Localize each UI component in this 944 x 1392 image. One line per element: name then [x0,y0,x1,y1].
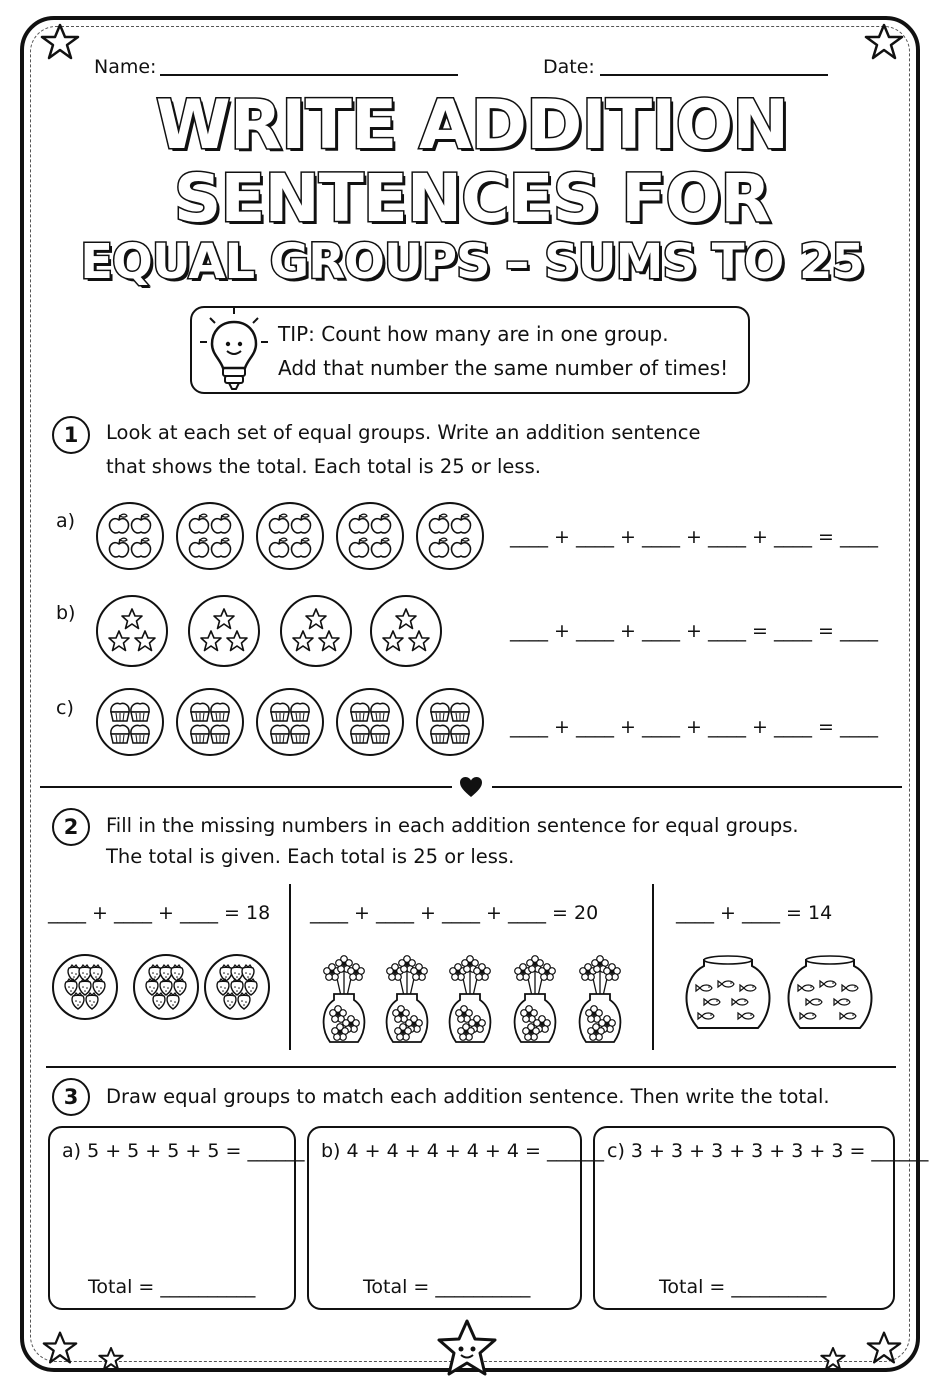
flower-vase-groups [310,952,640,1048]
section-1-instruction-line-2: that shows the total. Each total is 25 or less. [106,455,541,478]
star-icon [40,22,80,62]
column-divider [289,884,291,1050]
part-c-equation[interactable]: ____ + ____ = 14 [676,902,833,924]
row-label: a) [56,510,76,532]
apple-groups [92,500,488,572]
divider [492,786,902,788]
cupcake-groups [92,686,488,758]
divider [46,1066,896,1068]
star-icon [98,1346,124,1372]
star-icon [866,1330,902,1366]
star-icon [42,1330,78,1366]
box-b-total[interactable]: Total = __________ [363,1276,531,1298]
drawing-box-b[interactable] [307,1126,604,1310]
fish-bowl-groups [676,948,886,1040]
strawberry-groups [48,952,278,1022]
box-a-equation[interactable]: a) 5 + 5 + 5 + 5 = ______ [62,1140,305,1162]
column-divider [652,884,654,1050]
drawing-box-c[interactable] [593,1126,929,1310]
section-3-instruction: Draw equal groups to match each addition sentence. Then write the total. [106,1085,830,1108]
part-a-equation[interactable]: ____ + ____ + ____ = 18 [48,902,271,924]
tip-line-2: Add that number the same number of times! [278,356,729,380]
row-label: c) [56,697,74,719]
name-field[interactable] [160,74,458,76]
date-label: Date: [543,56,595,78]
apple-group [97,503,163,569]
title-line-1: WRITE ADDITION [155,86,789,165]
section-3-number: 3 [52,1078,90,1116]
section-1-instruction-line-1: Look at each set of equal groups. Write an addition sentence [106,421,701,444]
tip-line-1: TIP: Count how many are in one group. [278,322,669,346]
heart-icon [459,776,483,798]
smiling-star-icon [432,1318,502,1378]
equation-answer[interactable]: ____ + ____ + ____ + ____ = ____ = ____ [510,620,878,642]
box-b-equation[interactable]: b) 4 + 4 + 4 + 4 + 4 = ______ [321,1140,604,1162]
section-2-instruction-line-1: Fill in the missing numbers in each addition sentence for equal groups. [106,814,799,837]
divider [40,786,452,788]
box-c-equation[interactable]: c) 3 + 3 + 3 + 3 + 3 + 3 = ______ [607,1140,929,1162]
star-icon [864,22,904,62]
name-label: Name: [94,56,157,78]
equation-answer[interactable]: ____ + ____ + ____ + ____ + ____ = ____ [510,526,878,548]
date-field[interactable] [600,74,828,76]
lightbulb-icon [198,304,270,396]
box-c-total[interactable]: Total = __________ [659,1276,827,1298]
star-icon [820,1346,846,1372]
title-line-2: SENTENCES FOR [173,160,771,237]
section-1-number: 1 [52,416,90,454]
equation-answer[interactable]: ____ + ____ + ____ + ____ + ____ = ____ [510,716,878,738]
section-2-instruction-line-2: The total is given. Each total is 25 or less. [106,845,515,868]
box-a-total[interactable]: Total = __________ [88,1276,256,1298]
drawing-box-a[interactable] [48,1126,305,1310]
row-label: b) [56,602,76,624]
title-line-3: EQUAL GROUPS – SUMS TO 25 [80,234,864,290]
tip-box [190,306,750,394]
part-b-equation[interactable]: ____ + ____ + ____ + ____ = 20 [310,902,599,924]
section-2-number: 2 [52,808,90,846]
star-groups [92,594,448,668]
